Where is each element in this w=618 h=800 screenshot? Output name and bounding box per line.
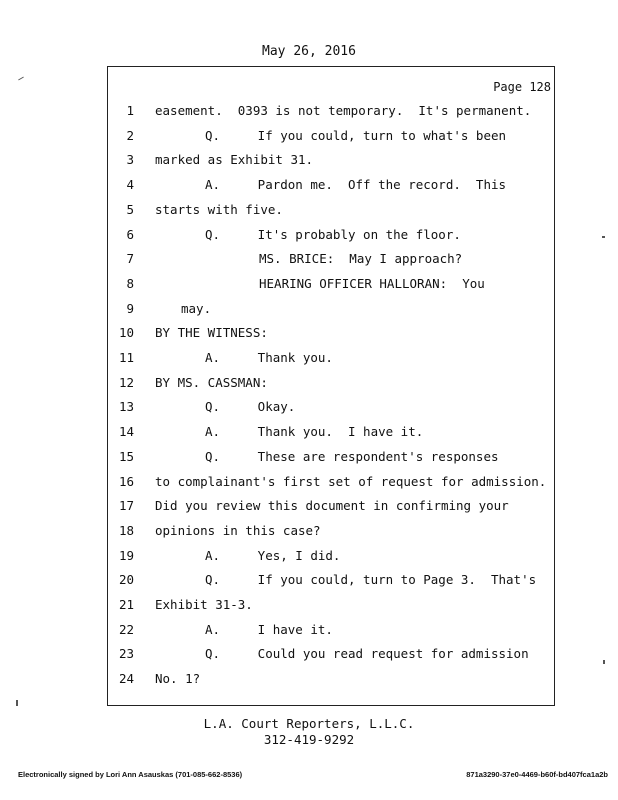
line-text: Did you review this document in confirming your	[155, 498, 509, 514]
line-text: MS. BRICE: May I approach?	[259, 251, 463, 267]
line-number: 17	[118, 498, 134, 514]
line-number: 5	[126, 201, 134, 217]
transcript-line	[0, 644, 618, 664]
line-text: BY MS. CASSMAN:	[155, 374, 268, 390]
line-number: 9	[126, 300, 134, 316]
line-text: easement. 0393 is not temporary. It's permanent.	[155, 103, 532, 118]
transcript-line	[0, 570, 618, 590]
line-number: 24	[118, 671, 134, 687]
line-text: A. Yes, I did.	[205, 547, 341, 563]
line-text: A. Thank you.	[205, 350, 333, 365]
transcript-line	[0, 447, 618, 467]
line-text: marked as Exhibit 31.	[155, 152, 314, 168]
line-text: Q. These are respondent's responses	[205, 448, 499, 464]
court-reporter-name: L.A. Court Reporters, L.L.C.	[203, 716, 415, 731]
line-number: 21	[118, 597, 134, 612]
line-number: 10	[118, 325, 134, 341]
transcript-line	[0, 150, 618, 170]
line-text: Q. Okay.	[205, 399, 296, 415]
transcript-line	[0, 200, 618, 220]
line-text: HEARING OFFICER HALLORAN: You	[259, 275, 485, 291]
line-number: 4	[126, 177, 134, 193]
line-number: 18	[118, 522, 134, 538]
line-text: to complainant's first set of request for admission.	[155, 473, 547, 489]
scan-mark	[18, 77, 24, 81]
scan-mark	[16, 700, 18, 706]
transcript-line	[0, 101, 618, 121]
transcript-line	[0, 496, 618, 516]
transcript-line	[0, 175, 618, 195]
line-text: Q. If you could, turn to what's been	[205, 127, 507, 143]
line-text: No. 1?	[155, 671, 201, 687]
transcript-line	[0, 521, 618, 541]
transcript-line	[0, 472, 618, 492]
transcript-line	[0, 225, 618, 245]
line-number: 19	[118, 547, 134, 563]
line-text: Q. It's probably on the floor.	[205, 226, 461, 242]
line-number: 15	[118, 448, 134, 464]
transcript-line	[0, 249, 618, 269]
electronic-signature-note: Electronically signed by Lori Ann Asauskas (701-085-662-8536)	[18, 770, 243, 779]
transcript-line	[0, 397, 618, 417]
transcript-date: May 26, 2016	[262, 44, 356, 59]
court-reporter-phone: 312-419-9292	[263, 732, 355, 747]
line-text: Q. If you could, turn to Page 3. That's	[205, 572, 537, 588]
line-number: 1	[126, 103, 134, 118]
line-text: opinions in this case?	[155, 522, 321, 538]
transcript-line	[0, 546, 618, 566]
line-number: 8	[126, 275, 134, 291]
line-text: starts with five.	[155, 201, 283, 217]
transcript-line	[0, 373, 618, 393]
scan-mark	[603, 660, 605, 664]
line-number: 13	[118, 399, 134, 415]
transcript-line	[0, 323, 618, 343]
transcript-line	[0, 274, 618, 294]
transcript-line	[0, 595, 618, 615]
line-number: 3	[126, 152, 134, 168]
transcript-line	[0, 299, 618, 319]
transcript-line	[0, 669, 618, 689]
document-id: 871a3290-37e0-4469-b60f-bd407fca1a2b	[466, 770, 608, 779]
line-number: 7	[126, 251, 134, 267]
page-number: Page 128	[493, 80, 551, 94]
transcript-line	[0, 348, 618, 368]
line-number: 16	[118, 473, 134, 489]
line-number: 22	[118, 621, 134, 637]
line-number: 20	[118, 572, 134, 588]
line-text: A. Pardon me. Off the record. This	[205, 177, 507, 193]
line-number: 11	[118, 350, 134, 365]
transcript-line	[0, 620, 618, 640]
line-text: Exhibit 31-3.	[155, 597, 253, 612]
line-number: 6	[126, 226, 134, 242]
line-text: may.	[181, 300, 212, 316]
transcript-line	[0, 422, 618, 442]
line-text: BY THE WITNESS:	[155, 325, 268, 341]
transcript-line	[0, 126, 618, 146]
line-text: Q. Could you read request for admission	[205, 646, 529, 662]
line-number: 23	[118, 646, 134, 662]
line-number: 14	[118, 424, 134, 440]
line-text: A. Thank you. I have it.	[205, 424, 424, 440]
scan-mark	[602, 236, 605, 238]
line-number: 2	[126, 127, 134, 143]
line-text: A. I have it.	[205, 621, 333, 637]
line-number: 12	[118, 374, 134, 390]
